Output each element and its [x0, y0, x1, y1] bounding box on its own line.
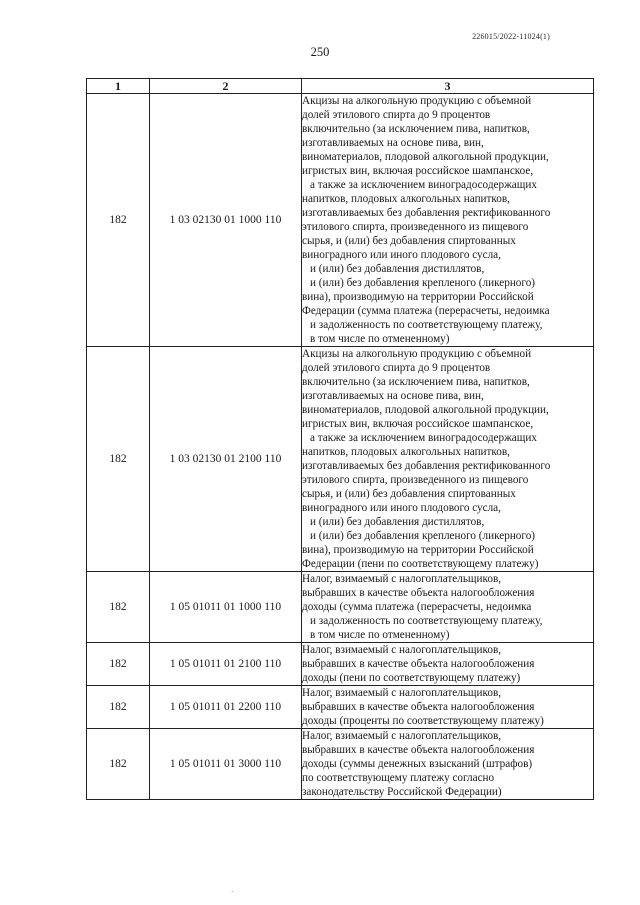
table-body	[87, 94, 594, 800]
description-line: виноградного или иного плодового сусла,	[302, 502, 501, 514]
table-row	[87, 347, 594, 572]
description-line: выбравших в качестве объекта налогообложения	[302, 701, 535, 713]
kbk-code-cell: 1 05 01011 01 3000 110	[150, 729, 302, 800]
description-line: выбравших в качестве объекта налогообложения	[302, 658, 535, 670]
description-line: выбравших в качестве объекта налогообложения	[302, 744, 535, 756]
description-line: доходы (суммы денежных взысканий (штрафов)	[302, 758, 533, 770]
description-line: а также за исключением виноградосодержащих	[310, 179, 537, 191]
description-line: по соответствующему платежу согласно	[302, 772, 495, 784]
description-line: виноматериалов, плодовой алкогольной продукции,	[302, 404, 549, 416]
kbk-code-cell: 1 03 02130 01 1000 110	[150, 94, 302, 347]
description-cell	[302, 94, 594, 347]
kbk-code-cell: 1 05 01011 01 2100 110	[150, 643, 302, 686]
description-line: вина), производимую на территории Российской	[302, 544, 534, 556]
table-row	[87, 729, 594, 800]
description-line: и (или) без добавления крепленого (ликерного)	[310, 277, 536, 289]
column-header-1: 1	[87, 79, 150, 94]
description-line: изготавливаемых на основе пива, вин,	[302, 390, 484, 402]
description-line: доходы (проценты по соответствующему платежу)	[302, 715, 544, 727]
description-line: выбравших в качестве объекта налогообложения	[302, 587, 535, 599]
description-cell	[302, 572, 594, 643]
description-line: изготавливаемых на основе пива, вин,	[302, 137, 484, 149]
description-line: Федерации (пени по соответствующему платежу)	[302, 558, 539, 570]
scan-mark: ·	[231, 888, 234, 896]
description-cell	[302, 643, 594, 686]
description-line: изготавливаемых без добавления ректификованного	[302, 207, 551, 219]
column-header-3: 3	[302, 79, 594, 94]
table-row	[87, 94, 594, 347]
description-line: включительно (за исключением пива, напитков,	[302, 123, 530, 135]
description-line: и задолженность по соответствующему платежу,	[310, 319, 543, 331]
description-line: законодательству Российской Федерации)	[302, 786, 502, 798]
description-line: этилового спирта, произведенного из пищевого	[302, 221, 529, 233]
description-line: сырья, и (или) без добавления спиртованных	[302, 488, 516, 500]
description-line: напитков, плодовых алкогольных напитков,	[302, 446, 510, 458]
kbk-code-cell: 1 05 01011 01 2200 110	[150, 686, 302, 729]
description-line: и (или) без добавления дистиллятов,	[310, 516, 485, 528]
description-line: долей этилового спирта до 9 процентов	[302, 109, 491, 121]
kbk-code-cell: 1 05 01011 01 1000 110	[150, 572, 302, 643]
page-number: 250	[310, 45, 330, 59]
document-id: 226015/2022-11024(1)	[472, 32, 550, 41]
description-line: Федерации (сумма платежа (перерасчеты, недоимка	[302, 305, 550, 317]
description-line: в том числе по отмененному)	[310, 629, 450, 641]
admin-code-cell: 182	[87, 643, 150, 686]
table-row	[87, 572, 594, 643]
description-line: вина), производимую на территории Российской	[302, 291, 534, 303]
description-line: напитков, плодовых алкогольных напитков,	[302, 193, 510, 205]
revenue-classification-table	[86, 78, 594, 800]
description-line: Налог, взимаемый с налогоплательщиков,	[302, 730, 502, 742]
description-line: Налог, взимаемый с налогоплательщиков,	[302, 644, 502, 656]
description-line: игристых вин, включая российское шампанское,	[302, 165, 534, 177]
description-line: сырья, и (или) без добавления спиртованных	[302, 235, 516, 247]
description-line: игристых вин, включая российское шампанское,	[302, 418, 534, 430]
description-line: этилового спирта, произведенного из пищевого	[302, 474, 529, 486]
description-cell	[302, 729, 594, 800]
description-cell	[302, 686, 594, 729]
column-header-2: 2	[150, 79, 302, 94]
admin-code-cell: 182	[87, 686, 150, 729]
description-line: Налог, взимаемый с налогоплательщиков,	[302, 573, 502, 585]
description-line: и (или) без добавления крепленого (ликерного)	[310, 530, 536, 542]
description-line: в том числе по отмененному)	[310, 333, 450, 345]
description-line: Акцизы на алкогольную продукцию с объемной	[302, 95, 532, 107]
description-line: доходы (пени по соответствующему платежу)	[302, 672, 521, 684]
description-line: доходы (сумма платежа (перерасчеты, недоимка	[302, 601, 532, 613]
description-line: включительно (за исключением пива, напитков,	[302, 376, 530, 388]
description-cell	[302, 347, 594, 572]
description-line: долей этилового спирта до 9 процентов	[302, 362, 491, 374]
description-line: а также за исключением виноградосодержащих	[310, 432, 537, 444]
description-line: виноградного или иного плодового сусла,	[302, 249, 501, 261]
admin-code-cell: 182	[87, 572, 150, 643]
kbk-code-cell: 1 03 02130 01 2100 110	[150, 347, 302, 572]
table-header-row	[87, 79, 594, 94]
description-line: Налог, взимаемый с налогоплательщиков,	[302, 687, 502, 699]
description-line: виноматериалов, плодовой алкогольной продукции,	[302, 151, 549, 163]
description-line: и (или) без добавления дистиллятов,	[310, 263, 485, 275]
admin-code-cell: 182	[87, 347, 150, 572]
description-line: Акцизы на алкогольную продукцию с объемной	[302, 348, 532, 360]
description-line: изготавливаемых без добавления ректификованного	[302, 460, 551, 472]
admin-code-cell: 182	[87, 729, 150, 800]
table-row	[87, 686, 594, 729]
description-line: и задолженность по соответствующему платежу,	[310, 615, 543, 627]
admin-code-cell: 182	[87, 94, 150, 347]
table-row	[87, 643, 594, 686]
